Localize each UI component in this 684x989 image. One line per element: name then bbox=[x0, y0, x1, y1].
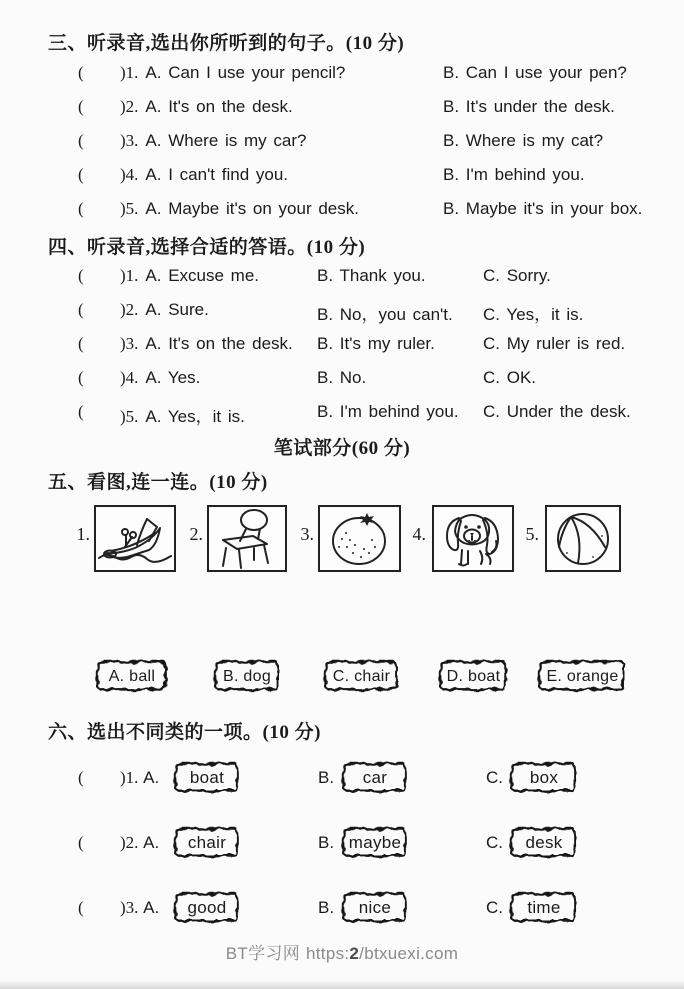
option-b: B. No. bbox=[317, 368, 367, 387]
word-box-a bbox=[172, 825, 242, 861]
page-number: 2 bbox=[349, 944, 360, 963]
picture-box-boat bbox=[94, 505, 176, 572]
ball-icon bbox=[547, 507, 619, 570]
matching-option-boat bbox=[437, 658, 510, 695]
option-c: C. Under the desk. bbox=[483, 402, 631, 421]
option-b-label: B. bbox=[318, 898, 335, 917]
option-c-label: C. bbox=[486, 898, 503, 917]
question-number: 1. bbox=[125, 266, 139, 285]
answer-bracket-open: ( bbox=[78, 402, 84, 421]
matching-option-label: B. dog bbox=[222, 667, 272, 685]
option-c-label: C. bbox=[486, 833, 503, 852]
answer-bracket-close: ) bbox=[120, 768, 126, 787]
option-c-label: C. bbox=[486, 768, 503, 787]
matching-option-label: D. boat bbox=[446, 667, 501, 685]
matching-options-row bbox=[0, 658, 684, 696]
question-number: 3. bbox=[125, 131, 139, 150]
matching-pictures-row bbox=[0, 505, 684, 572]
word-a: boat bbox=[189, 768, 225, 787]
option-a: A. It's on the desk. bbox=[145, 97, 293, 116]
option-b: B. Can I use your pen? bbox=[443, 63, 627, 82]
question-number: 4. bbox=[125, 165, 139, 184]
matching-option-ball bbox=[94, 658, 170, 695]
answer-bracket-open: ( bbox=[78, 266, 84, 285]
written-part-heading: 笔试部分(60 分) bbox=[273, 438, 411, 459]
answer-bracket-close: ) bbox=[120, 898, 126, 917]
option-a: A. Excuse me. bbox=[145, 266, 260, 285]
answer-bracket-open: ( bbox=[78, 334, 84, 353]
question-number: 5. bbox=[125, 407, 139, 426]
answer-bracket-close: ) bbox=[120, 368, 126, 387]
question-number: 1. bbox=[125, 768, 139, 787]
option-b-label: B. bbox=[318, 833, 335, 852]
word-box-a bbox=[172, 890, 242, 926]
option-a-label: A. bbox=[143, 833, 160, 852]
matching-option-orange bbox=[536, 658, 629, 695]
answer-bracket-close: ) bbox=[120, 266, 126, 285]
picture-box-chair bbox=[207, 505, 287, 572]
word-box-c bbox=[508, 825, 580, 861]
word-b: nice bbox=[358, 898, 392, 917]
answer-bracket-open: ( bbox=[78, 368, 84, 387]
matching-heading: 五、看图,连一连。(10 分) bbox=[48, 472, 268, 493]
question-number: 4. bbox=[125, 368, 139, 387]
chair-icon bbox=[209, 507, 285, 570]
option-c: C. Yes，it is. bbox=[483, 305, 584, 324]
word-a: good bbox=[187, 898, 227, 917]
question-row bbox=[0, 165, 684, 189]
picture-box-ball bbox=[545, 505, 621, 572]
footer-url-prefix: https: bbox=[306, 944, 350, 963]
listening-responses-heading: 四、听录音,选择合适的答语。(10 分) bbox=[48, 237, 366, 258]
word-box-b bbox=[340, 890, 410, 926]
word-c: time bbox=[527, 898, 561, 917]
boat-icon bbox=[96, 507, 174, 570]
answer-bracket-close: ) bbox=[120, 131, 126, 150]
option-b: B. Maybe it's in your box. bbox=[443, 199, 643, 218]
footer-site-name: BT学习网 bbox=[225, 944, 301, 963]
word-b: maybe bbox=[348, 833, 402, 852]
picture-box-orange bbox=[318, 505, 401, 572]
option-a-label: A. bbox=[143, 768, 160, 787]
question-row bbox=[0, 890, 684, 926]
footer-watermark bbox=[0, 939, 684, 964]
word-box-c bbox=[508, 890, 580, 926]
word-box-b bbox=[340, 825, 410, 861]
scan-edge-shadow bbox=[0, 980, 684, 989]
question-row bbox=[0, 402, 684, 426]
option-a: A. Maybe it's on your desk. bbox=[145, 199, 359, 218]
question-number: 2. bbox=[125, 833, 139, 852]
answer-bracket-open: ( bbox=[78, 833, 84, 852]
word-box-c bbox=[508, 760, 580, 796]
matching-option-dog bbox=[212, 658, 282, 695]
option-b: B. No，you can't. bbox=[317, 305, 453, 324]
option-a: A. Can I use your pencil? bbox=[145, 63, 346, 82]
answer-bracket-close: ) bbox=[120, 165, 126, 184]
question-number: 3. bbox=[125, 898, 139, 917]
orange-icon bbox=[320, 507, 399, 570]
footer-url-suffix: /btxuexi.com bbox=[359, 944, 459, 963]
answer-bracket-close: ) bbox=[120, 199, 126, 218]
answer-bracket-open: ( bbox=[78, 768, 84, 787]
answer-bracket-open: ( bbox=[78, 300, 84, 319]
option-a: A. Sure. bbox=[145, 300, 209, 319]
question-row bbox=[0, 266, 684, 290]
picture-number: 2. bbox=[189, 524, 203, 544]
option-b: B. It's under the desk. bbox=[443, 97, 615, 116]
question-row bbox=[0, 63, 684, 87]
option-a: A. It's on the desk. bbox=[145, 334, 293, 353]
option-a: A. Where is my car? bbox=[145, 131, 307, 150]
matching-option-label: E. orange bbox=[546, 667, 619, 685]
option-b: B. It's my ruler. bbox=[317, 334, 435, 353]
picture-box-dog bbox=[432, 505, 514, 572]
answer-bracket-open: ( bbox=[78, 131, 84, 150]
odd-one-out-heading: 六、选出不同类的一项。(10 分) bbox=[48, 722, 321, 743]
word-box-b bbox=[340, 760, 410, 796]
question-number: 2. bbox=[125, 97, 139, 116]
option-b: B. I'm behind you. bbox=[443, 165, 585, 184]
answer-bracket-open: ( bbox=[78, 898, 84, 917]
picture-number: 3. bbox=[300, 524, 314, 544]
option-b: B. I'm behind you. bbox=[317, 402, 459, 421]
matching-option-label: C. chair bbox=[332, 667, 391, 685]
option-b-label: B. bbox=[318, 768, 335, 787]
question-row bbox=[0, 368, 684, 392]
option-c: C. My ruler is red. bbox=[483, 334, 626, 353]
question-row bbox=[0, 334, 684, 358]
word-box-a bbox=[172, 760, 242, 796]
option-b: B. Where is my cat? bbox=[443, 131, 604, 150]
picture-number: 1. bbox=[76, 524, 90, 544]
word-c: desk bbox=[525, 833, 563, 852]
answer-bracket-close: ) bbox=[120, 97, 126, 116]
question-number: 1. bbox=[125, 63, 139, 82]
answer-bracket-close: ) bbox=[120, 334, 126, 353]
question-row bbox=[0, 131, 684, 155]
answer-bracket-open: ( bbox=[78, 97, 84, 116]
option-c: C. Sorry. bbox=[483, 266, 551, 285]
question-number: 5. bbox=[125, 199, 139, 218]
word-c: box bbox=[529, 768, 559, 787]
answer-bracket-open: ( bbox=[78, 199, 84, 218]
question-row bbox=[0, 300, 684, 324]
answer-bracket-close: ) bbox=[120, 63, 126, 82]
question-row bbox=[0, 97, 684, 121]
answer-bracket-close: ) bbox=[120, 300, 126, 319]
picture-number: 4. bbox=[412, 524, 426, 544]
question-row bbox=[0, 760, 684, 796]
answer-bracket-open: ( bbox=[78, 63, 84, 82]
answer-bracket-close: ) bbox=[120, 833, 126, 852]
question-row bbox=[0, 825, 684, 861]
option-b: B. Thank you. bbox=[317, 266, 426, 285]
question-number: 2. bbox=[125, 300, 139, 319]
picture-number: 5. bbox=[525, 524, 539, 544]
option-a: A. Yes. bbox=[145, 368, 201, 387]
dog-icon bbox=[434, 507, 512, 570]
option-a: A. Yes，it is. bbox=[145, 407, 245, 426]
answer-bracket-open: ( bbox=[78, 165, 84, 184]
option-a-label: A. bbox=[143, 898, 160, 917]
question-row bbox=[0, 199, 684, 223]
question-number: 3. bbox=[125, 334, 139, 353]
option-a: A. I can't find you. bbox=[145, 165, 289, 184]
listening-sentences-heading: 三、听录音,选出你所听到的句子。(10 分) bbox=[48, 33, 405, 54]
word-a: chair bbox=[187, 833, 227, 852]
matching-option-chair bbox=[322, 658, 401, 695]
matching-option-label: A. ball bbox=[108, 667, 156, 685]
word-b: car bbox=[362, 768, 388, 787]
option-c: C. OK. bbox=[483, 368, 537, 387]
answer-bracket-close: ) bbox=[120, 407, 126, 426]
